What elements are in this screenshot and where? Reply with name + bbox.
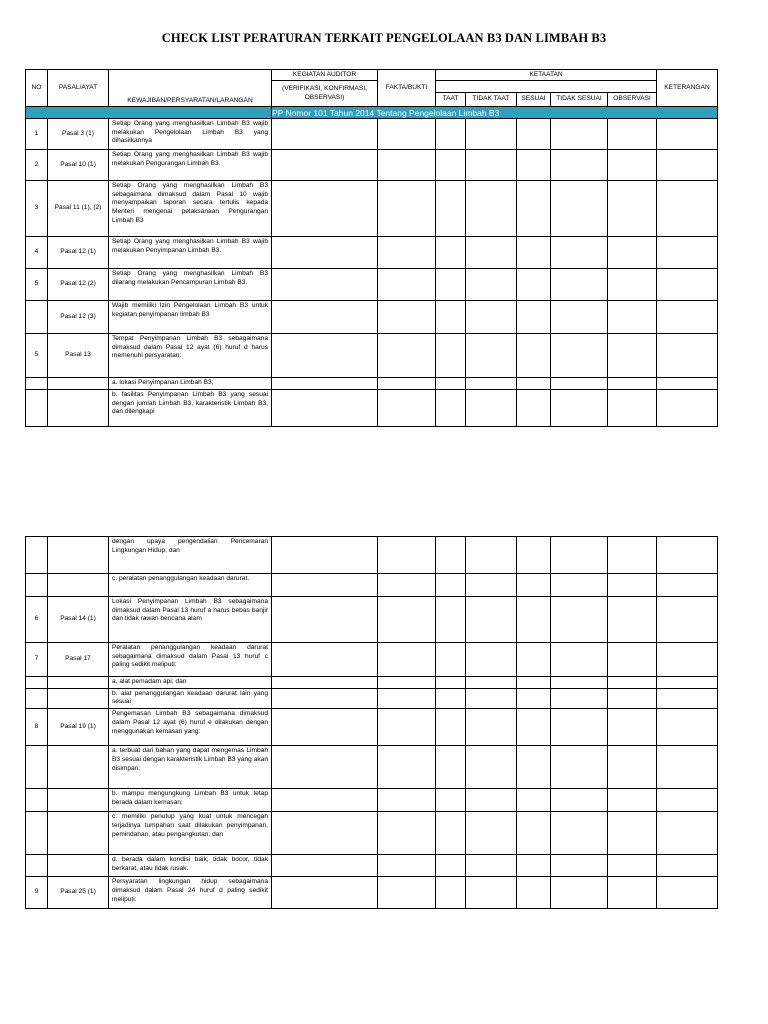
row-pasal: Pasal 12 (1) [48, 237, 109, 269]
row-sesuai-cell [517, 181, 551, 237]
row-tidak-sesuai-cell [551, 709, 608, 746]
row-fakta-cell [378, 877, 436, 909]
header-observasi: OBSERVASI [608, 93, 657, 107]
row-requirement: c. peralatan penanggulangan keadaan darurat. [109, 574, 272, 597]
row-fakta-cell [378, 537, 436, 574]
row-tidak-taat-cell [466, 301, 517, 334]
row-taat-cell [436, 150, 466, 181]
row-pasal [48, 688, 109, 708]
row-fakta-cell [378, 688, 436, 708]
row-tidak-taat-cell [466, 378, 517, 390]
row-requirement: Setiap Orang yang menghasilkan Limbah B3 sebagaimana dimaksud dalam Pasal 10 wajib menyampaikan laporan secara tertulis kepada Menteri mengenai pelaksanaan Pengurangan Limbah B3 [109, 181, 272, 237]
table-row [26, 855, 718, 877]
row-requirement: Tempat Penyimpanan Limbah B3 sebagaimana dimaksud dalam Pasal 12 ayat (6) huruf d harus memenuhi persyaratan: [109, 334, 272, 378]
row-pasal [48, 390, 109, 427]
row-fakta-cell [378, 746, 436, 789]
row-tidak-taat-cell [466, 746, 517, 789]
table-row [26, 677, 718, 689]
row-taat-cell [436, 812, 466, 855]
row-tidak-taat-cell [466, 643, 517, 677]
row-taat-cell [436, 390, 466, 427]
row-tidak-sesuai-cell [551, 688, 608, 708]
row-requirement: b. fasilitas Penyimpanan Limbah B3 yang sesuai dengan jumlah Limbah B3, karakteristik Limbah B3, dan dilengkapi [109, 390, 272, 427]
row-tidak-sesuai-cell [551, 746, 608, 789]
row-kegiatan-cell [272, 877, 378, 909]
row-kegiatan-cell [272, 269, 378, 301]
row-pasal: Pasal 14 (1) [48, 597, 109, 643]
row-requirement: dengan upaya pengendalian Pencemaran Lingkungan Hidup; dan [109, 537, 272, 574]
row-sesuai-cell [517, 390, 551, 427]
row-keterangan-cell [657, 537, 718, 574]
row-no: 5 [26, 269, 48, 301]
table-row [26, 574, 718, 597]
row-pasal [48, 537, 109, 574]
row-fakta-cell [378, 709, 436, 746]
row-kegiatan-cell [272, 746, 378, 789]
row-no: 8 [26, 709, 48, 746]
row-tidak-taat-cell [466, 789, 517, 812]
row-tidak-sesuai-cell [551, 334, 608, 378]
row-tidak-taat-cell [466, 181, 517, 237]
header-fakta-bukti: FAKTA/BUKTI [378, 70, 436, 107]
row-kegiatan-cell [272, 537, 378, 574]
row-observasi-cell [608, 812, 657, 855]
row-requirement: Setiap Orang yang menghasilkan Limbah B3 wajib melakukan Pengelolaan Limbah B3 yang dihasilkannya [109, 119, 272, 150]
row-kegiatan-cell [272, 688, 378, 708]
row-tidak-sesuai-cell [551, 301, 608, 334]
row-observasi-cell [608, 597, 657, 643]
row-pasal [48, 812, 109, 855]
header-tidak-taat: TIDAK TAAT [466, 93, 517, 107]
row-pasal [48, 746, 109, 789]
row-taat-cell [436, 597, 466, 643]
row-pasal [48, 677, 109, 689]
row-tidak-sesuai-cell [551, 537, 608, 574]
row-tidak-taat-cell [466, 709, 517, 746]
table-row [26, 746, 718, 789]
row-sesuai-cell [517, 537, 551, 574]
row-fakta-cell [378, 378, 436, 390]
row-sesuai-cell [517, 334, 551, 378]
row-pasal: Pasal 3 (1) [48, 119, 109, 150]
row-observasi-cell [608, 237, 657, 269]
header-pasal: PASAL/AYAT [48, 70, 109, 107]
row-kegiatan-cell [272, 812, 378, 855]
row-kegiatan-cell [272, 789, 378, 812]
row-fakta-cell [378, 237, 436, 269]
row-sesuai-cell [517, 150, 551, 181]
row-tidak-sesuai-cell [551, 378, 608, 390]
row-requirement: Lokasi Penyimpanan Limbah B3 sebagaimana dimaksud dalam Pasal 13 huruf a harus bebas banjir dan tidak rawan bencana alam [109, 597, 272, 643]
row-sesuai-cell [517, 119, 551, 150]
section-title: PP Nomor 101 Tahun 2014 Tentang Pengelolaan Limbah B3 [272, 107, 718, 119]
row-keterangan-cell [657, 378, 718, 390]
row-no [26, 378, 48, 390]
row-sesuai-cell [517, 688, 551, 708]
row-no: 3 [26, 181, 48, 237]
row-tidak-taat-cell [466, 877, 517, 909]
row-tidak-sesuai-cell [551, 269, 608, 301]
row-sesuai-cell [517, 301, 551, 334]
checklist-table-page-1 [25, 69, 718, 427]
row-taat-cell [436, 237, 466, 269]
row-kegiatan-cell [272, 301, 378, 334]
row-fakta-cell [378, 119, 436, 150]
row-pasal [48, 855, 109, 877]
row-keterangan-cell [657, 574, 718, 597]
row-tidak-taat-cell [466, 390, 517, 427]
header-tidak-sesuai: TIDAK SESUAI [551, 93, 608, 107]
row-sesuai-cell [517, 677, 551, 689]
row-sesuai-cell [517, 746, 551, 789]
row-no: 1 [26, 119, 48, 150]
row-keterangan-cell [657, 746, 718, 789]
row-observasi-cell [608, 746, 657, 789]
row-tidak-taat-cell [466, 855, 517, 877]
row-no: 4 [26, 237, 48, 269]
row-keterangan-cell [657, 877, 718, 909]
row-kegiatan-cell [272, 119, 378, 150]
row-fakta-cell [378, 597, 436, 643]
row-requirement: Wajib memiliki Izin Pengelolaan Limbah B3 untuk kegiatan penyimpanan limbah B3 [109, 301, 272, 334]
row-pasal: Pasal 11 (1), (2) [48, 181, 109, 237]
row-kegiatan-cell [272, 334, 378, 378]
table-row [26, 334, 718, 378]
row-observasi-cell [608, 301, 657, 334]
row-no: 9 [26, 877, 48, 909]
header-ketaatan: KETAATAN [436, 70, 657, 81]
row-kegiatan-cell [272, 574, 378, 597]
table-row [26, 597, 718, 643]
row-tidak-taat-cell [466, 537, 517, 574]
row-requirement: a. alat pemadam api; dan [109, 677, 272, 689]
row-tidak-sesuai-cell [551, 597, 608, 643]
row-fakta-cell [378, 301, 436, 334]
row-requirement: Persyaratan lingkungan hidup sebagaimana dimaksud dalam Pasal 24 huruf d paling sedikit meliputi: [109, 877, 272, 909]
table-row [26, 537, 718, 574]
row-no [26, 574, 48, 597]
row-tidak-taat-cell [466, 269, 517, 301]
row-sesuai-cell [517, 269, 551, 301]
row-keterangan-cell [657, 181, 718, 237]
row-keterangan-cell [657, 119, 718, 150]
table-row [26, 269, 718, 301]
row-taat-cell [436, 574, 466, 597]
row-pasal: Pasal 12 (3) [48, 301, 109, 334]
row-pasal [48, 378, 109, 390]
row-tidak-taat-cell [466, 597, 517, 643]
row-kegiatan-cell [272, 181, 378, 237]
row-observasi-cell [608, 537, 657, 574]
row-keterangan-cell [657, 789, 718, 812]
row-keterangan-cell [657, 709, 718, 746]
row-no [26, 812, 48, 855]
row-no [26, 390, 48, 427]
row-tidak-sesuai-cell [551, 812, 608, 855]
row-observasi-cell [608, 181, 657, 237]
row-kegiatan-cell [272, 643, 378, 677]
row-taat-cell [436, 119, 466, 150]
row-fakta-cell [378, 269, 436, 301]
row-kegiatan-cell [272, 237, 378, 269]
row-no: 7 [26, 643, 48, 677]
row-sesuai-cell [517, 855, 551, 877]
row-taat-cell [436, 789, 466, 812]
row-tidak-sesuai-cell [551, 150, 608, 181]
row-observasi-cell [608, 150, 657, 181]
row-no [26, 537, 48, 574]
row-tidak-taat-cell [466, 677, 517, 689]
row-taat-cell [436, 643, 466, 677]
table-row [26, 688, 718, 708]
row-tidak-sesuai-cell [551, 574, 608, 597]
row-requirement: Setiap Orang yang menghasilkan Limbah B3 wajib melakukan Penyimpanan Limbah B3. [109, 237, 272, 269]
table-row [26, 877, 718, 909]
row-observasi-cell [608, 688, 657, 708]
row-observasi-cell [608, 269, 657, 301]
header-no: NO [26, 70, 48, 107]
table-row [26, 390, 718, 427]
header-kewajiban: KEWAJIBAN/PERSYARATAN/LARANGAN [109, 70, 272, 107]
row-pasal: Pasal 17 [48, 643, 109, 677]
row-keterangan-cell [657, 812, 718, 855]
row-observasi-cell [608, 677, 657, 689]
row-observasi-cell [608, 877, 657, 909]
row-tidak-taat-cell [466, 688, 517, 708]
row-keterangan-cell [657, 390, 718, 427]
row-tidak-sesuai-cell [551, 677, 608, 689]
row-kegiatan-cell [272, 677, 378, 689]
row-keterangan-cell [657, 643, 718, 677]
table-row [26, 378, 718, 390]
row-tidak-taat-cell [466, 119, 517, 150]
row-taat-cell [436, 709, 466, 746]
row-requirement: a. terbuat dari bahan yang dapat mengemas Limbah B3 sesuai dengan karakteristik Limbah B3 yang akan disimpan; [109, 746, 272, 789]
row-requirement: c. memiliki penutup yang kuat untuk mencegah terjadinya tumpahan saat dilakukan penyimpanan, pemindahan, atau pengangkutan; dan [109, 812, 272, 855]
row-requirement: d. berada dalam kondisi baik, tidak bocor, tidak berkarat, atau tidak rusak. [109, 855, 272, 877]
table-row [26, 301, 718, 334]
row-kegiatan-cell [272, 378, 378, 390]
row-keterangan-cell [657, 237, 718, 269]
row-sesuai-cell [517, 789, 551, 812]
row-requirement: Setiap Orang yang menghasilkan Limbah B3 wajib melakukan Pengurangan Limbah B3. [109, 150, 272, 181]
row-no: 2 [26, 150, 48, 181]
header-keterangan: KETERANGAN [657, 70, 718, 107]
table-row [26, 812, 718, 855]
row-requirement: a. lokasi Penyimpanan Limbah B3; [109, 378, 272, 390]
row-fakta-cell [378, 574, 436, 597]
row-kegiatan-cell [272, 709, 378, 746]
row-taat-cell [436, 746, 466, 789]
row-taat-cell [436, 378, 466, 390]
table-row [26, 150, 718, 181]
row-sesuai-cell [517, 574, 551, 597]
row-requirement: Setiap Orang yang menghasilkan Limbah B3 dilarang melakukan Pencampuran Limbah B3. [109, 269, 272, 301]
header-sesuai: SESUAI [517, 93, 551, 107]
row-kegiatan-cell [272, 597, 378, 643]
row-pasal: Pasal 10 (1) [48, 150, 109, 181]
header-taat: TAAT [436, 93, 466, 107]
row-fakta-cell [378, 643, 436, 677]
row-sesuai-cell [517, 237, 551, 269]
row-sesuai-cell [517, 812, 551, 855]
row-fakta-cell [378, 855, 436, 877]
row-fakta-cell [378, 789, 436, 812]
table-row [26, 709, 718, 746]
row-fakta-cell [378, 150, 436, 181]
row-observasi-cell [608, 334, 657, 378]
row-fakta-cell [378, 677, 436, 689]
row-kegiatan-cell [272, 855, 378, 877]
row-taat-cell [436, 334, 466, 378]
section-band-left [26, 107, 272, 119]
row-tidak-taat-cell [466, 574, 517, 597]
row-keterangan-cell [657, 301, 718, 334]
header-kegiatan-auditor-sub: (VERIFIKASI, KONFIRMASI, OBSERVASI) [272, 81, 378, 107]
table-row [26, 789, 718, 812]
row-no: 6 [26, 597, 48, 643]
row-keterangan-cell [657, 677, 718, 689]
row-taat-cell [436, 269, 466, 301]
row-pasal: Pasal 13 [48, 334, 109, 378]
row-fakta-cell [378, 812, 436, 855]
row-observasi-cell [608, 378, 657, 390]
row-requirement: Pengemasan Limbah B3 sebagaimana dimaksud dalam Pasal 12 ayat (6) huruf e dilakukan dengan menggunakan kemasan yang: [109, 709, 272, 746]
row-observasi-cell [608, 574, 657, 597]
row-pasal: Pasal 19 (1) [48, 709, 109, 746]
row-sesuai-cell [517, 597, 551, 643]
table-row [26, 119, 718, 150]
row-pasal [48, 574, 109, 597]
row-kegiatan-cell [272, 390, 378, 427]
row-taat-cell [436, 301, 466, 334]
row-pasal: Pasal 12 (2) [48, 269, 109, 301]
row-tidak-sesuai-cell [551, 390, 608, 427]
row-tidak-taat-cell [466, 237, 517, 269]
row-no [26, 301, 48, 334]
row-tidak-sesuai-cell [551, 181, 608, 237]
row-no [26, 688, 48, 708]
row-fakta-cell [378, 181, 436, 237]
header-ketaatan-spacer [436, 81, 657, 93]
row-no [26, 677, 48, 689]
row-requirement: b. alat penanggulangan keadaan darurat lain yang sesuai [109, 688, 272, 708]
row-observasi-cell [608, 119, 657, 150]
row-keterangan-cell [657, 269, 718, 301]
row-taat-cell [436, 855, 466, 877]
row-no: 5 [26, 334, 48, 378]
row-fakta-cell [378, 390, 436, 427]
row-pasal [48, 789, 109, 812]
row-taat-cell [436, 537, 466, 574]
row-taat-cell [436, 688, 466, 708]
row-sesuai-cell [517, 877, 551, 909]
document-title: CHECK LIST PERATURAN TERKAIT PENGELOLAAN B3 DAN LIMBAH B3 [161, 31, 607, 45]
row-taat-cell [436, 181, 466, 237]
row-tidak-sesuai-cell [551, 789, 608, 812]
row-keterangan-cell [657, 150, 718, 181]
checklist-table-page-2 [25, 536, 718, 909]
row-requirement: Peralatan penanggulangan keadaan darurat sebagaimana dimaksud dalam Pasal 13 huruf c paling sedikit meliputi: [109, 643, 272, 677]
row-sesuai-cell [517, 709, 551, 746]
row-pasal: Pasal 25 (1) [48, 877, 109, 909]
row-tidak-sesuai-cell [551, 237, 608, 269]
row-sesuai-cell [517, 643, 551, 677]
row-observasi-cell [608, 709, 657, 746]
row-tidak-sesuai-cell [551, 877, 608, 909]
row-tidak-sesuai-cell [551, 643, 608, 677]
row-no [26, 789, 48, 812]
table-row [26, 643, 718, 677]
row-requirement: b. mampu mengungkung Limbah B3 untuk tetap berada dalam kemasan; [109, 789, 272, 812]
table-body-page-2 [26, 537, 718, 909]
row-tidak-taat-cell [466, 812, 517, 855]
row-keterangan-cell [657, 334, 718, 378]
row-keterangan-cell [657, 688, 718, 708]
row-no [26, 855, 48, 877]
row-observasi-cell [608, 390, 657, 427]
table-row [26, 237, 718, 269]
row-tidak-sesuai-cell [551, 119, 608, 150]
row-tidak-taat-cell [466, 334, 517, 378]
row-tidak-sesuai-cell [551, 855, 608, 877]
row-taat-cell [436, 877, 466, 909]
row-taat-cell [436, 677, 466, 689]
table-row [26, 181, 718, 237]
row-fakta-cell [378, 334, 436, 378]
row-no [26, 746, 48, 789]
row-observasi-cell [608, 855, 657, 877]
row-observasi-cell [608, 643, 657, 677]
header-kegiatan-auditor: KEGIATAN AUDITOR [272, 70, 378, 81]
row-tidak-taat-cell [466, 150, 517, 181]
row-sesuai-cell [517, 378, 551, 390]
row-observasi-cell [608, 789, 657, 812]
row-keterangan-cell [657, 855, 718, 877]
row-keterangan-cell [657, 597, 718, 643]
table-body-page-1 [26, 119, 718, 427]
row-kegiatan-cell [272, 150, 378, 181]
